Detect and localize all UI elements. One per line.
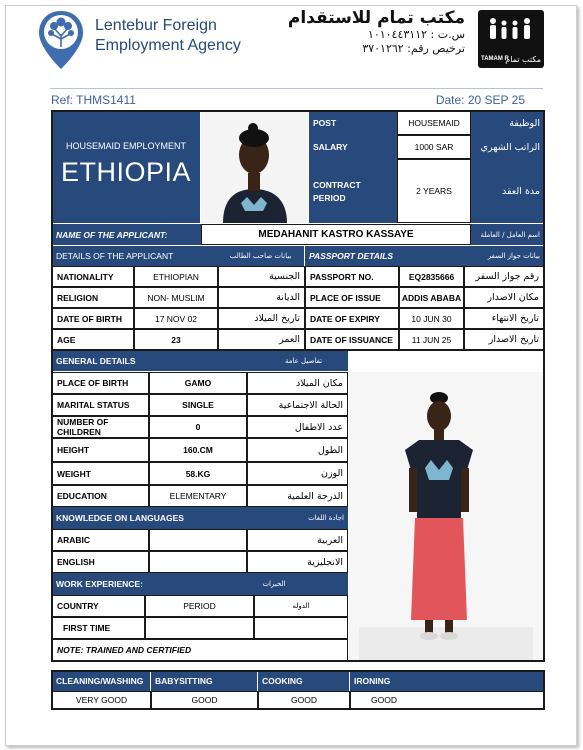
- applicant-portrait-photo: [201, 111, 308, 223]
- category-panel: [52, 111, 200, 223]
- passport-title-arabic: بيانات جواز السفر: [440, 246, 544, 266]
- skill-header-cleaning: CLEANING/WASHING: [52, 671, 150, 691]
- skill-value-babysitting: GOOD: [151, 691, 258, 709]
- country-title: ETHIOPIA: [60, 156, 192, 187]
- education-value: ELEMENTARY: [149, 485, 247, 507]
- nationality-arabic: الجنسية: [218, 266, 305, 287]
- place-of-issue-value: ADDIS ABABA: [399, 287, 464, 308]
- skill-header-ironing: IRONING: [350, 671, 544, 691]
- salary-value: 1000 SAR: [397, 135, 471, 159]
- office-arabic-license: ترخيص رقم: ٣٧٠١٢٦٢: [362, 42, 465, 55]
- number-of-children-label-line2: CHILDREN: [57, 427, 101, 437]
- contract-value: 2 YEARS: [397, 159, 471, 223]
- date-of-expiry-arabic: تاريخ الانتهاء: [464, 308, 544, 329]
- first-time-period-cell: [145, 617, 254, 639]
- marital-status-label: MARITAL STATUS: [52, 394, 149, 416]
- contract-label-line2: PERIOD: [313, 192, 346, 203]
- religion-label: RELIGION: [52, 287, 134, 308]
- marital-status-value: SINGLE: [149, 394, 247, 416]
- place-of-birth-label: PLACE OF BIRTH: [52, 372, 149, 394]
- education-label: EDUCATION: [52, 485, 149, 507]
- weight-arabic: الوزن: [247, 462, 348, 485]
- first-time-country-cell: [254, 617, 348, 639]
- skill-value-cooking: GOOD: [258, 691, 350, 709]
- skill-header-cooking: COOKING: [258, 671, 349, 691]
- applicant-name-value: MEDAHANIT KASTRO KASSAYE: [201, 224, 471, 245]
- passport-number-value: EQ2835666: [399, 266, 464, 287]
- applicant-name-arabic: اسم العامل / العاملة: [471, 224, 544, 245]
- height-value: 160.CM: [149, 438, 247, 462]
- portrait-figure: [201, 111, 308, 223]
- tamam-logo: [478, 10, 544, 68]
- date-of-issuance-value: 11 JUN 25: [399, 329, 464, 350]
- agency-name-line1: Lentebur Foreign: [95, 17, 217, 34]
- skill-value-cleaning: VERY GOOD: [52, 691, 151, 709]
- agency-name: [95, 16, 241, 56]
- age-arabic: العمر: [218, 329, 305, 350]
- english-language-value: [149, 551, 247, 573]
- date-of-birth-value: 17 NOV 02: [134, 308, 218, 329]
- first-time-label: FIRST TIME: [52, 617, 145, 639]
- work-experience-arabic: الخبرات: [200, 573, 348, 595]
- number-of-children-arabic: عدد الاطفال: [247, 416, 348, 438]
- agency-logo-pin-icon: [37, 9, 85, 71]
- general-details-arabic: تفاصيل عامة: [200, 350, 348, 371]
- arabic-language-arabic: العربية: [247, 529, 348, 551]
- category-label: HOUSEMAID EMPLOYMENT: [65, 140, 186, 151]
- languages-title: KNOWLEDGE ON LANGUAGES: [52, 507, 200, 529]
- experience-country-label: COUNTRY: [52, 595, 145, 617]
- age-label: AGE: [52, 329, 134, 350]
- work-experience-title: WORK EXPERIENCE:: [52, 573, 200, 595]
- nationality-value: ETHIOPIAN: [134, 266, 218, 287]
- weight-value: 58.KG: [149, 462, 247, 485]
- arabic-language-label: ARABIC: [52, 529, 149, 551]
- document-date: Date: 20 SEP 25: [435, 93, 525, 107]
- place-of-birth-value: GAMO: [149, 372, 247, 394]
- contract-label-line1: CONTRACT: [313, 179, 361, 190]
- place-of-issue-arabic: مكان الاصدار: [464, 287, 544, 308]
- height-arabic: الطول: [247, 438, 348, 462]
- post-value: HOUSEMAID: [397, 111, 471, 135]
- skill-value-ironing: GOOD: [350, 691, 544, 709]
- languages-title-arabic: اجادة اللغات: [200, 507, 348, 529]
- header-divider: [50, 88, 543, 89]
- skill-header-babysitting: BABYSITTING: [151, 671, 257, 691]
- english-language-arabic: الانجليزية: [247, 551, 348, 573]
- details-title-arabic: بيانات صاحب الطالب: [217, 246, 304, 266]
- place-of-issue-label: PLACE OF ISSUE: [305, 287, 399, 308]
- contract-arabic: مدة العقد: [471, 159, 544, 223]
- date-of-expiry-label: DATE OF EXPIRY: [305, 308, 399, 329]
- salary-arabic: الراتب الشهري: [471, 135, 544, 159]
- post-label: POST: [309, 111, 397, 135]
- family-figures-icon: [486, 16, 536, 42]
- passport-number-arabic: رقم جواز السفر: [464, 266, 544, 287]
- education-arabic: الدرجة العلمية: [247, 485, 348, 507]
- place-of-birth-arabic: مكان الميلاد: [247, 372, 348, 394]
- tamam-brand-text: TAMAM R: [481, 56, 509, 62]
- experience-country-arabic: الدوله: [254, 595, 348, 617]
- number-of-children-label: [52, 416, 149, 438]
- english-language-label: ENGLISH: [52, 551, 149, 573]
- religion-arabic: الديانة: [218, 287, 305, 308]
- tamam-brand-arabic: مكتب تمام: [505, 55, 541, 64]
- religion-value: NON- MUSLIM: [134, 287, 218, 308]
- marital-status-arabic: الحالة الاجتماعية: [247, 394, 348, 416]
- number-of-children-value: 0: [149, 416, 247, 438]
- office-arabic-block: [288, 8, 465, 56]
- date-of-birth-label: DATE OF BIRTH: [52, 308, 134, 329]
- agency-name-line2: Employment Agency: [95, 37, 241, 54]
- passport-title: PASSPORT DETAILS: [305, 246, 440, 266]
- weight-label: WEIGHT: [52, 462, 149, 485]
- office-arabic-name: مكتب تمام للاستقدام: [287, 8, 465, 28]
- age-value: 23: [134, 329, 218, 350]
- experience-period-label: PERIOD: [145, 595, 254, 617]
- office-arabic-cr: س.ت : ١٠١٠٤٤٣١١٢: [367, 28, 465, 41]
- applicant-name-label: NAME OF THE APPLICANT:: [52, 224, 201, 245]
- date-of-issuance-label: DATE OF ISSUANCE: [305, 329, 399, 350]
- height-label: HEIGHT: [52, 438, 149, 462]
- post-arabic: الوظيفة: [471, 111, 544, 135]
- date-of-expiry-value: 10 JUN 30: [399, 308, 464, 329]
- passport-number-label: PASSPORT NO.: [305, 266, 399, 287]
- applicant-full-body-photo: [349, 372, 543, 662]
- number-of-children-label-line1: NUMBER OF: [57, 417, 109, 427]
- contract-label: [309, 159, 397, 223]
- date-of-birth-arabic: تاريخ الميلاد: [218, 308, 305, 329]
- full-body-figure: [349, 372, 543, 662]
- salary-label: SALARY: [309, 135, 397, 159]
- reference-number: Ref: THMS1411: [51, 93, 136, 107]
- arabic-language-value: [149, 529, 247, 551]
- general-details-title: GENERAL DETAILS: [52, 350, 200, 371]
- nationality-label: NATIONALITY: [52, 266, 134, 287]
- training-note: NOTE: TRAINED AND CERTIFIED: [52, 639, 348, 661]
- date-of-issuance-arabic: تاريخ الاصدار: [464, 329, 544, 350]
- details-title: DETAILS OF THE APPLICANT: [52, 246, 217, 266]
